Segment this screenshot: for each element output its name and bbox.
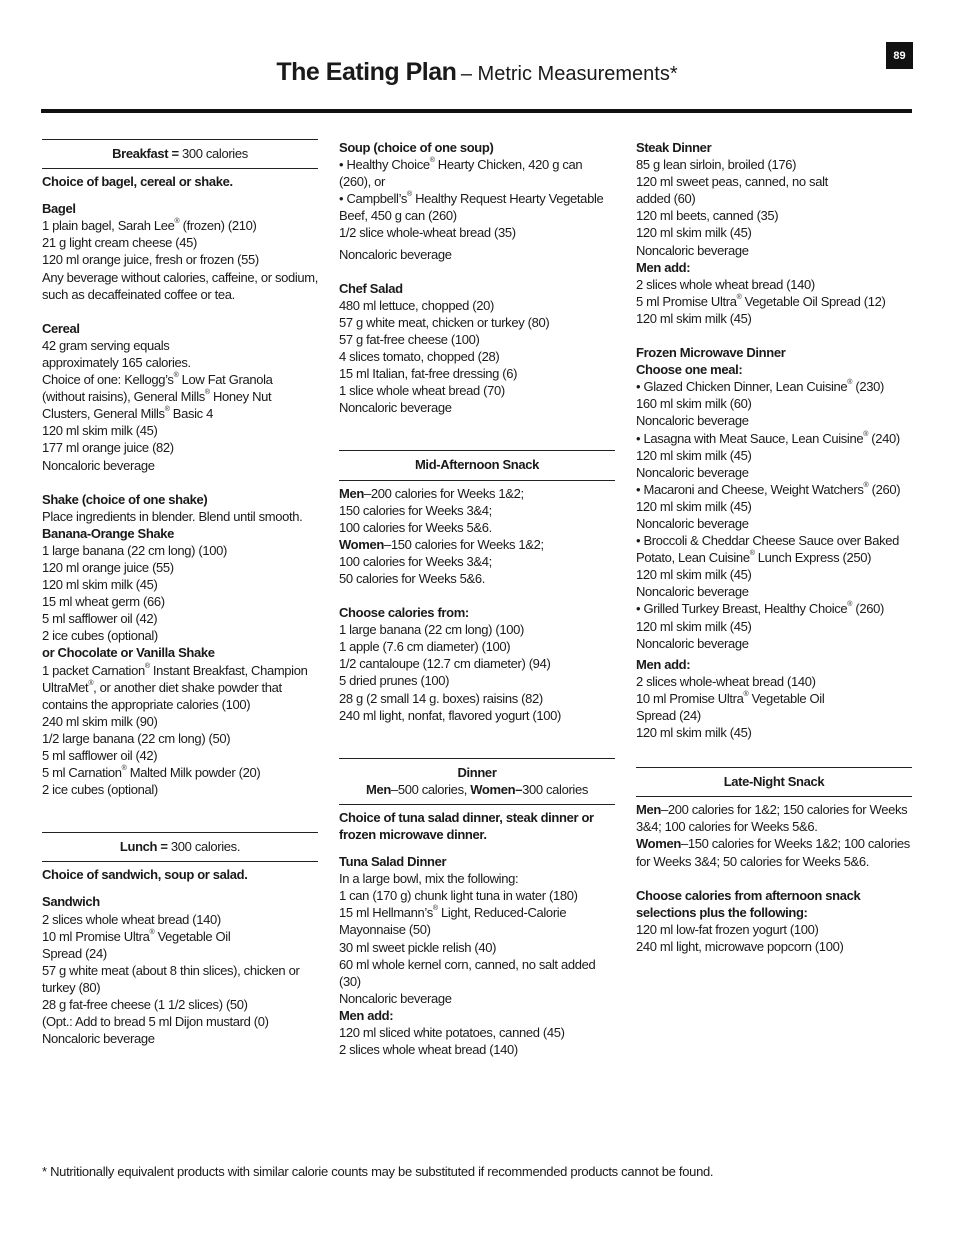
tuna-line: 30 ml sweet pickle relish (40) [339,939,497,955]
salad-line: 57 g white meat, chicken or turkey (80) [339,314,550,330]
salad-line: 15 ml Italian, fat-free dressing (6) [339,366,518,382]
ma-choice: 5 dried prunes (100) [339,673,450,689]
frozen-line: 120 ml skim milk (45) [636,618,752,634]
salad-line: 4 slices tomato, chopped (28) [339,349,500,365]
ma-men-line: Men–200 calories for Weeks 1&2; [339,485,524,501]
sandwich-line: 2 slices whole wheat bread (140) [42,911,221,927]
frozen-line: • Broccoli & Cheddar Cheese Sauce over Baked Potato, Lean Cuisine® Lunch Express (250) [636,533,900,566]
shake-line: 120 ml skim milk (45) [42,577,158,593]
ln-men: Men–200 calories for 1&2; 150 calories for Weeks 3&4; 100 calories for Weeks 5&6. [636,802,908,835]
frozen-line: • Macaroni and Cheese, Weight Watchers® (260) [636,481,901,497]
steak-line: 5 ml Promise Ultra® Vegetable Oil Spread (12) [636,293,886,309]
dinner-header: Dinner Men–500 calories, Women–300 calories [339,758,615,805]
shake-line: 5 ml Carnation® Malted Milk powder (20) [42,765,261,781]
soup-title: Soup (choice of one soup) [339,140,494,155]
bagel-line: 21 g light cream cheese (45) [42,235,197,251]
column-3 [636,139,912,955]
ma-choice: 1 large banana (22 cm long) (100) [339,622,525,638]
shake-intro: Place ingredients in blender. Blend until smooth. [42,508,303,524]
banana-orange-title: Banana-Orange Shake [42,525,175,541]
ma-choice: 1/2 cantaloupe (12.7 cm diameter) (94) [339,656,551,672]
frozen-line: • Grilled Turkey Breast, Healthy Choice® (260) [636,601,884,617]
shake-line: 240 ml skim milk (90) [42,713,158,729]
frozen-line: • Glazed Chicken Dinner, Lean Cuisine® (230) [636,379,884,395]
bagel-line: 120 ml orange juice, fresh or frozen (55) [42,252,259,268]
lunch-intro: Choice of sandwich, soup or salad. [42,867,248,883]
frozen-line: Noncaloric beverage [636,413,749,429]
tuna-line: 120 ml sliced white potatoes, canned (45) [339,1025,565,1041]
chef-salad-title: Chef Salad [339,280,403,296]
steak-line: 120 ml sweet peas, canned, no salt [636,174,828,190]
salad-line: 1 slice whole wheat bread (70) [339,383,505,399]
ma-choice: 240 ml light, nonfat, flavored yogurt (100) [339,707,561,723]
steak-line: added (60) [636,191,696,207]
page-number: 89 [886,42,913,69]
tuna-line: 1 can (170 g) chunk light tuna in water (180) [339,888,578,904]
tuna-men-add: Men add: [339,1007,394,1023]
shake-line: 5 ml safflower oil (42) [42,748,158,763]
mid-afternoon-header: Mid-Afternoon Snack [339,450,615,480]
steak-title: Steak Dinner [636,140,712,155]
frozen-line: Noncaloric beverage [636,584,749,600]
steak-line: 120 ml skim milk (45) [636,225,752,241]
footnote: * Nutritionally equivalent products with similar calorie counts may be substituted if recommended products cannot be found. [42,1164,714,1179]
steak-line: 120 ml skim milk (45) [636,310,752,326]
sandwich-title: Sandwich [42,894,100,910]
ma-men-line: 100 calories for Weeks 5&6. [339,519,492,535]
tuna-line: 2 slices whole wheat bread (140) [339,1042,518,1058]
sandwich-line: Spread (24) [42,945,107,961]
title-sub: – Metric Measurements* [460,63,678,85]
shake-line: 2 ice cubes (optional) [42,628,158,644]
soup-line: Noncaloric beverage [339,246,452,262]
ma-women-line: 100 calories for Weeks 3&4; [339,553,492,569]
soup-line: • Campbell’s® Healthy Request Hearty Vegetable Beef, 450 g can (260) [339,191,604,224]
cereal-line: 120 ml skim milk (45) [42,423,158,439]
cereal-line: Noncaloric beverage [42,457,155,473]
ma-choice: 28 g (2 small 14 g. boxes) raisins (82) [339,690,543,706]
lunch-header: Lunch = 300 calories. [42,832,318,862]
shake-line: 2 ice cubes (optional) [42,782,158,798]
frozen-line: Noncaloric beverage [636,464,749,480]
tuna-title: Tuna Salad Dinner [339,854,447,870]
title-rule [41,109,912,113]
frozen-line: Noncaloric beverage [636,515,749,531]
shake-line: 5 ml safflower oil (42) [42,611,158,627]
cereal-line: 42 gram serving equals [42,337,170,353]
steak-line: 120 ml beets, canned (35) [636,208,779,224]
steak-line: Noncaloric beverage [636,242,749,258]
ln-choice: 240 ml light, microwave popcorn (100) [636,938,844,954]
frozen-line: • Lasagna with Meat Sauce, Lean Cuisine® (240) [636,430,900,446]
sandwich-line: 10 ml Promise Ultra® Vegetable Oil [42,928,231,944]
frozen-line: 120 ml skim milk (45) [636,725,752,741]
cereal-line: approximately 165 calories. [42,354,191,370]
frozen-line: 120 ml skim milk (45) [636,567,752,583]
late-night-header: Late-Night Snack [636,767,912,797]
frozen-line: Spread (24) [636,708,701,723]
title-main: The Eating Plan [276,58,457,86]
salad-line: 480 ml lettuce, chopped (20) [339,297,494,313]
breakfast-intro: Choice of bagel, cereal or shake. [42,174,233,190]
bagel-line: 1 plain bagel, Sarah Lee® (frozen) (210) [42,218,257,234]
ma-choose-title: Choose calories from: [339,605,469,621]
steak-line: 85 g lean sirloin, broiled (176) [636,157,797,173]
ln-choice: 120 ml low-fat frozen yogurt (100) [636,921,819,937]
soup-line: • Healthy Choice® Hearty Chicken, 420 g can (260), or [339,157,583,190]
bagel-line: Any beverage without calories, caffeine, or sodium, such as decaffeinated coffee or tea. [42,269,319,302]
tuna-line: Noncaloric beverage [339,990,452,1006]
ma-choice: 1 apple (7.6 cm diameter) (100) [339,639,511,655]
salad-line: Noncaloric beverage [339,400,452,416]
frozen-men-add: Men add: [636,656,691,672]
cereal-title: Cereal [42,320,80,336]
shake-line: 1 packet Carnation® Instant Breakfast, Champion UltraMet®, or another diet shake powder that contains the appropriate calories (100) [42,662,308,712]
ln-choose-title: Choose calories from afternoon snack selections plus the following: [636,887,861,920]
frozen-title: Frozen Microwave Dinner [636,345,786,361]
column-2 [339,139,615,1058]
sandwich-line: (Opt.: Add to bread 5 ml Dijon mustard (0) [42,1014,269,1030]
tuna-line: In a large bowl, mix the following: [339,871,519,887]
sandwich-line: 57 g white meat (about 8 thin slices), chicken or turkey (80) [42,962,300,995]
shake-line: 120 ml orange juice (55) [42,559,174,575]
ln-women: Women–150 calories for Weeks 1&2; 100 calories for Weeks 3&4; 50 calories for Weeks 5&6. [636,836,910,869]
tuna-line: 15 ml Hellmann’s® Light, Reduced-Calorie Mayonnaise (50) [339,905,567,938]
page-title [0,58,954,87]
frozen-line: Noncaloric beverage [636,635,749,651]
breakfast-header: Breakfast = 300 calories [42,139,318,169]
shake-line: 15 ml wheat germ (66) [42,594,165,610]
bagel-title: Bagel [42,201,76,217]
frozen-line: 10 ml Promise Ultra® Vegetable Oil [636,690,825,706]
soup-line: 1/2 slice whole-wheat bread (35) [339,225,516,241]
dinner-intro: Choice of tuna salad dinner, steak dinner or frozen microwave dinner. [339,809,594,842]
frozen-line: 2 slices whole-wheat bread (140) [636,673,816,689]
shake-line: 1 large banana (22 cm long) (100) [42,542,228,558]
sandwich-line: 28 g fat-free cheese (1 1/2 slices) (50) [42,997,248,1013]
column-1 [42,139,318,1047]
steak-men-add: Men add: [636,259,691,275]
frozen-choose: Choose one meal: [636,362,743,378]
cereal-line: Choice of one: Kellogg’s® Low Fat Granola (without raisins), General Mills® Honey Nut Clusters, General Mills® Basic 4 [42,372,273,422]
frozen-line: 120 ml skim milk (45) [636,498,752,514]
frozen-line: 160 ml skim milk (60) [636,396,752,412]
ma-women-line: Women–150 calories for Weeks 1&2; [339,536,544,552]
ma-men-line: 150 calories for Weeks 3&4; [339,502,492,518]
cereal-line: 177 ml orange juice (82) [42,440,174,456]
shake-title: Shake (choice of one shake) [42,491,208,507]
shake-line: 1/2 large banana (22 cm long) (50) [42,730,231,746]
sandwich-line: Noncaloric beverage [42,1031,155,1047]
ma-women-line: 50 calories for Weeks 5&6. [339,570,486,586]
frozen-line: 120 ml skim milk (45) [636,447,752,463]
tuna-line: 60 ml whole kernel corn, canned, no salt added (30) [339,956,596,989]
steak-line: 2 slices whole wheat bread (140) [636,276,815,292]
salad-line: 57 g fat-free cheese (100) [339,331,480,347]
choc-vanilla-title: or Chocolate or Vanilla Shake [42,645,215,661]
